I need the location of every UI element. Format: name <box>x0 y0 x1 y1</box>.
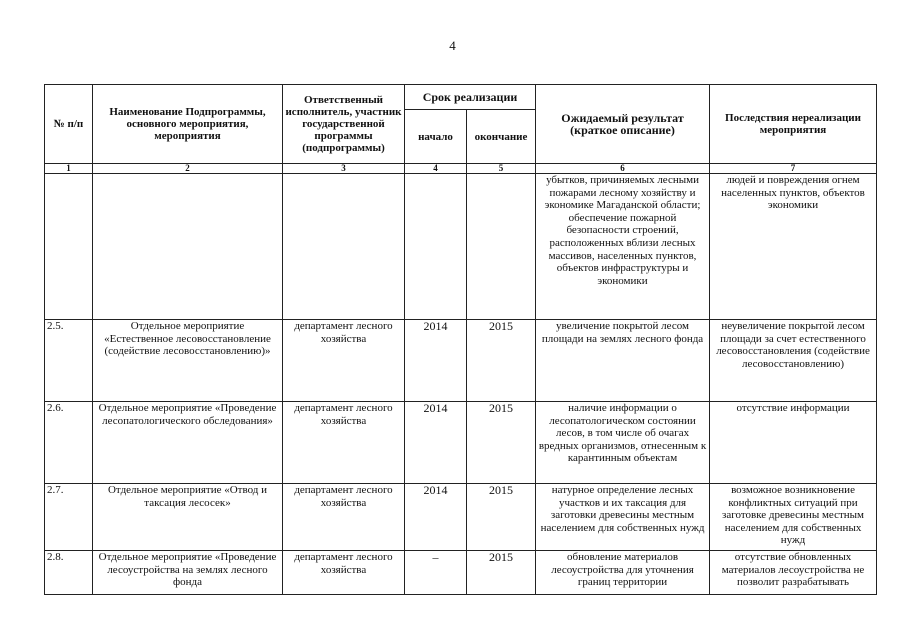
header-end: окончание <box>467 110 536 164</box>
table-row <box>45 320 877 402</box>
responsible-cell: департамент лесного хозяйства <box>283 320 405 402</box>
consequences-cell: неувеличение покрытой лесом площади за счет естественного лесовосстановления (содействие лесовосстановлению) <box>710 320 877 402</box>
responsible-cell: департамент лесного хозяйства <box>283 484 405 551</box>
measure-name-cell: Отдельное мероприятие «Проведение лесопатологического обследования» <box>93 402 283 484</box>
header-responsible: Ответственный исполнитель, участник государственной программы (подпрограммы) <box>283 85 405 164</box>
table-row <box>45 402 877 484</box>
end-year-cell: 2015 <box>467 320 536 402</box>
row-number-cell <box>45 174 93 320</box>
consequences-cell: отсутствие обновленных материалов лесоустройства не позволит разрабатывать <box>710 551 877 595</box>
start-year-cell: 2014 <box>405 402 467 484</box>
end-year-cell <box>467 174 536 320</box>
responsible-cell <box>283 174 405 320</box>
program-table <box>44 84 877 595</box>
column-number: 4 <box>405 164 467 174</box>
header-name: Наименование Подпрограммы, основного мероприятия, мероприятия <box>93 85 283 164</box>
column-number: 1 <box>45 164 93 174</box>
table-row <box>45 174 877 320</box>
measure-name-cell: Отдельное мероприятие «Естественное лесовосстановление (содействие лесовосстановлению)» <box>93 320 283 402</box>
expected-result-cell: увеличение покрытой лесом площади на землях лесного фонда <box>536 320 710 402</box>
header-period: Срок реализации <box>405 85 536 110</box>
row-number-cell: 2.5. <box>45 320 93 402</box>
page-number: 4 <box>449 38 456 53</box>
row-number-cell: 2.6. <box>45 402 93 484</box>
table-row <box>45 551 877 595</box>
expected-result-cell: убытков, причиняемых лесными пожарами лесному хозяйству и экономике Магаданской области; обеспечение пожарной безопасности строений, расположенных вблизи лесных массивов, населенных пунктов, объектов инфраструктуры и экономики <box>536 174 710 320</box>
start-year-cell <box>405 174 467 320</box>
header-start: начало <box>405 110 467 164</box>
consequences-cell: людей и повреждения огнем населенных пунктов, объектов экономики <box>710 174 877 320</box>
start-year-cell: 2014 <box>405 320 467 402</box>
start-year-cell: – <box>405 551 467 595</box>
measure-name-cell: Отдельное мероприятие «Отвод и таксация лесосек» <box>93 484 283 551</box>
end-year-cell: 2015 <box>467 551 536 595</box>
end-year-cell: 2015 <box>467 484 536 551</box>
end-year-cell: 2015 <box>467 402 536 484</box>
table-row <box>45 484 877 551</box>
responsible-cell: департамент лесного хозяйства <box>283 402 405 484</box>
header-result: Ожидаемый результат (краткое описание) <box>536 85 710 164</box>
column-number: 5 <box>467 164 536 174</box>
header-consequences: Последствия нереализации мероприятия <box>710 85 877 164</box>
column-number: 6 <box>536 164 710 174</box>
column-number-row <box>45 164 877 174</box>
row-number-cell: 2.8. <box>45 551 93 595</box>
measure-name-cell <box>93 174 283 320</box>
responsible-cell: департамент лесного хозяйства <box>283 551 405 595</box>
header-row-1 <box>45 85 877 110</box>
start-year-cell: 2014 <box>405 484 467 551</box>
column-number: 3 <box>283 164 405 174</box>
row-number-cell: 2.7. <box>45 484 93 551</box>
measure-name-cell: Отдельное мероприятие «Проведение лесоустройства на землях лесного фонда <box>93 551 283 595</box>
expected-result-cell: обновление материалов лесоустройства для уточнения границ территории <box>536 551 710 595</box>
column-number: 2 <box>93 164 283 174</box>
consequences-cell: отсутствие информации <box>710 402 877 484</box>
expected-result-cell: натурное определение лесных участков и их таксация для заготовки древесины местным населением для собственных нужд <box>536 484 710 551</box>
consequences-cell: возможное возникновение конфликтных ситуаций при заготовке древесины местным населением для собственных нужд <box>710 484 877 551</box>
expected-result-cell: наличие информации о лесопатологическом состоянии лесов, в том числе об очагах вредных организмов, отнесенным к карантинным объектам <box>536 402 710 484</box>
column-number: 7 <box>710 164 877 174</box>
header-num: № п/п <box>45 85 93 164</box>
